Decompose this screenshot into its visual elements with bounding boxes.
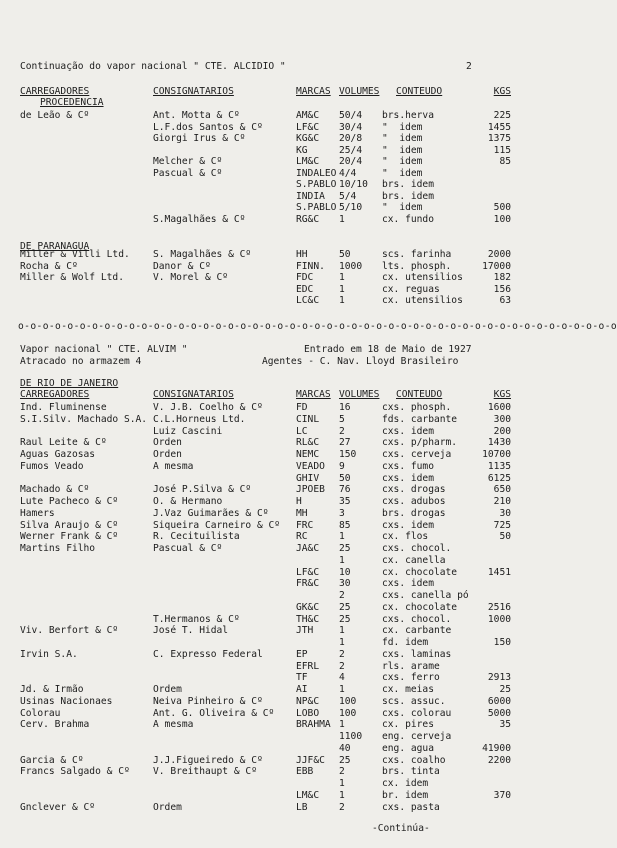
volume-cell: 100 xyxy=(339,695,357,707)
weight-cell: 1451 xyxy=(487,566,511,578)
shipper-cell: Lute Pacheco & Cº xyxy=(20,496,119,507)
mark-cell: EFRL xyxy=(296,660,320,672)
content-cell: " idem xyxy=(382,144,423,156)
content-cell: cxs. phosph. xyxy=(382,402,452,413)
mark-cell: MH xyxy=(296,507,308,519)
mark-cell: VEADO xyxy=(296,460,325,472)
consignee-cell: S. Magalhães & Cº xyxy=(153,249,252,260)
mark-cell: NP&C xyxy=(296,695,320,707)
continues-label: -Continúa- xyxy=(372,823,430,834)
consignee-cell: C. Expresso Federal xyxy=(153,648,263,660)
shipper-cell: Usinas Nacionaes xyxy=(20,695,113,707)
volume-cell: 1 xyxy=(339,272,345,283)
consignee-cell: Giorgi Irus & Cº xyxy=(153,133,246,144)
mark-cell: LF&C xyxy=(296,566,320,578)
consignee-cell: V. Breithaupt & Cº xyxy=(153,766,257,778)
volume-cell: 25 xyxy=(339,601,351,613)
table-row xyxy=(0,294,537,307)
mark-cell: EDC xyxy=(296,283,314,295)
volume-cell: 1 xyxy=(339,295,345,306)
content-cell: cxs. chocol. xyxy=(382,613,452,625)
mark-cell: NEMC xyxy=(296,449,320,460)
origin-line xyxy=(0,96,537,109)
shipper-cell: Ind. Fluminense xyxy=(20,402,107,413)
vessel-name: Vapor nacional " CTE. ALVIM " xyxy=(20,344,188,355)
volume-cell: 85 xyxy=(339,519,351,531)
separator-line xyxy=(0,320,617,333)
content-cell: rls. arame xyxy=(382,660,440,672)
weight-cell: 1135 xyxy=(487,460,511,472)
weight-cell: 182 xyxy=(493,272,511,283)
mark-cell: LC&C xyxy=(296,295,320,306)
mark-cell: AM&C xyxy=(296,110,320,121)
consignee-cell: A mesma xyxy=(153,719,194,731)
content-cell: cxs. fumo xyxy=(382,460,434,472)
volume-cell: 50/4 xyxy=(339,110,363,121)
content-cell: cxs. idem xyxy=(382,519,434,531)
col-mark-header: MARCAS xyxy=(296,389,331,400)
mark-cell: INDIA xyxy=(296,190,325,202)
content-cell: cxs. coalho xyxy=(382,754,446,766)
content-cell: " idem xyxy=(382,121,423,133)
berth-info: Atracado no armazem 4 xyxy=(20,356,142,367)
content-cell: scs. farinha xyxy=(382,249,452,260)
arrival-date: Entrado em 18 de Maio de 1927 xyxy=(304,344,472,355)
volume-cell: 20/8 xyxy=(339,133,363,144)
consignee-cell: Orden xyxy=(153,437,182,449)
vessel-info-line xyxy=(0,355,537,368)
content-cell: cxs. pasta xyxy=(382,801,440,813)
weight-cell: 210 xyxy=(493,496,511,507)
volume-cell: 1 xyxy=(339,213,345,225)
mark-cell: H xyxy=(296,496,302,507)
content-cell: cx. fundo xyxy=(382,213,434,225)
content-cell: cx. chocolate xyxy=(382,566,458,578)
shipper-cell: Raul Leite & Cº xyxy=(20,437,107,449)
content-cell: cx. carbante xyxy=(382,625,452,637)
weight-cell: 5000 xyxy=(487,707,511,719)
shipper-cell: Rocha & Cº xyxy=(20,260,78,272)
content-cell: fd. idem xyxy=(382,637,429,648)
shipper-cell: Miller & Wolf Ltd. xyxy=(20,272,124,283)
page-number: 2 xyxy=(466,61,472,72)
weight-cell: 100 xyxy=(493,213,511,225)
mark-cell: LOBO xyxy=(296,707,320,719)
volume-cell: 5 xyxy=(339,413,345,425)
volume-cell: 1 xyxy=(339,554,345,566)
content-cell: " idem xyxy=(382,167,423,179)
weight-cell: 156 xyxy=(493,283,511,295)
consignee-cell: Ordem xyxy=(153,684,182,695)
table-row xyxy=(0,213,537,226)
header-line xyxy=(0,60,537,73)
consignee-cell: O. & Hermano xyxy=(153,496,223,507)
weight-cell: 30 xyxy=(499,507,511,519)
volume-cell: 1 xyxy=(339,283,345,295)
mark-cell: FINN. xyxy=(296,260,325,272)
consignee-cell: R. Cecituilista xyxy=(153,531,240,543)
volume-cell: 3 xyxy=(339,507,345,519)
content-cell: cxs. idem xyxy=(382,425,434,437)
shipper-cell: Viv. Berfort & Cº xyxy=(20,625,119,637)
content-cell: cx. meias xyxy=(382,684,434,695)
content-cell: " idem xyxy=(382,133,423,144)
mark-cell: TH&C xyxy=(296,613,320,625)
content-cell: brs. tinta xyxy=(382,766,440,778)
volume-cell: 30/4 xyxy=(339,121,363,133)
consignee-cell: L.F.dos Santos & Cº xyxy=(153,121,263,133)
shipper-cell: Silva Araujo & Cº xyxy=(20,519,119,531)
volume-cell: 76 xyxy=(339,484,351,496)
content-cell: cx. utensilios xyxy=(382,272,463,283)
weight-cell: 115 xyxy=(493,144,511,156)
volume-cell: 50 xyxy=(339,472,351,484)
mark-cell: INDALEO xyxy=(296,167,337,179)
volume-cell: 10/10 xyxy=(339,179,368,190)
separator: o-o-o-o-o-o-o-o-o-o-o-o-o-o-o-o-o-o-o-o-o-o-o-o-o-o-o-o-o-o-o-o-o-o-o-o-o-o-o-o-o-o-o-o-o-o-o-o-o xyxy=(18,321,617,332)
shipper-cell: Hamers xyxy=(20,507,55,519)
consignee-cell: S.Magalhães & Cº xyxy=(153,213,246,225)
col-mark-header: MARCAS xyxy=(296,86,331,97)
volume-cell: 30 xyxy=(339,578,351,590)
shipper-cell: Jd. & Irmão xyxy=(20,684,84,695)
weight-cell: 17000 xyxy=(482,260,511,272)
consignee-cell: C.L.Horneus Ltd. xyxy=(153,413,246,425)
col-shipper-header: CARREGADORES xyxy=(20,389,90,400)
mark-cell: GK&C xyxy=(296,601,320,613)
content-cell: cxs. laminas xyxy=(382,648,452,660)
volume-cell: 1 xyxy=(339,625,345,637)
mark-cell: JTH xyxy=(296,625,314,637)
weight-cell: 2516 xyxy=(487,601,511,613)
content-cell: brs. idem xyxy=(382,179,434,190)
consignee-cell: V. J.B. Coelho & Cº xyxy=(153,402,263,413)
mark-cell: BRAHMA xyxy=(296,719,331,731)
volume-cell: 100 xyxy=(339,707,357,719)
mark-cell: EP xyxy=(296,648,308,660)
weight-cell: 2913 xyxy=(487,672,511,684)
content-cell: cxs. idem xyxy=(382,472,434,484)
shipper-cell: Machado & Cº xyxy=(20,484,90,496)
mark-cell: RL&C xyxy=(296,437,320,449)
weight-cell: 1375 xyxy=(487,133,511,144)
shipper-cell: Cerv. Brahma xyxy=(20,719,90,731)
consignee-cell: J.J.Figueiredo & Cº xyxy=(153,754,263,766)
volume-cell: 10 xyxy=(339,566,351,578)
page-title: Continuação do vapor nacional " CTE. ALCIDIO " xyxy=(20,61,286,72)
content-cell: " idem xyxy=(382,202,423,213)
mark-cell: FD xyxy=(296,402,308,413)
volume-cell: 2 xyxy=(339,660,345,672)
weight-cell: 200 xyxy=(493,425,511,437)
volume-cell: 150 xyxy=(339,449,357,460)
weight-cell: 50 xyxy=(499,531,511,543)
content-cell: cxs. cerveja xyxy=(382,449,452,460)
consignee-cell: A mesma xyxy=(153,460,194,472)
volume-cell: 25 xyxy=(339,754,351,766)
content-cell: cxs. idem xyxy=(382,578,434,590)
volume-cell: 2 xyxy=(339,766,345,778)
weight-cell: 2200 xyxy=(487,754,511,766)
weight-cell: 85 xyxy=(499,156,511,167)
mark-cell: EBB xyxy=(296,766,314,778)
volume-cell: 1 xyxy=(339,789,345,801)
mark-cell: LB xyxy=(296,801,308,813)
column-headers xyxy=(0,388,537,401)
mark-cell: CINL xyxy=(296,413,320,425)
mark-cell: LF&C xyxy=(296,121,320,133)
weight-cell: 25 xyxy=(499,684,511,695)
shipper-cell: Fumos Veado xyxy=(20,460,84,472)
shipper-cell: Werner Frank & Cº xyxy=(20,531,119,543)
weight-cell: 1600 xyxy=(487,402,511,413)
content-cell: cx. chocolate xyxy=(382,601,458,613)
content-cell: scs. assuc. xyxy=(382,695,446,707)
mark-cell: RC xyxy=(296,531,308,543)
weight-cell: 41900 xyxy=(482,742,511,754)
shipper-cell: Martins Filho xyxy=(20,543,96,554)
shipper-cell: Irvin S.A. xyxy=(20,648,78,660)
volume-cell: 1 xyxy=(339,719,345,731)
volume-cell: 25/4 xyxy=(339,144,363,156)
content-cell: cx. pires xyxy=(382,719,434,731)
weight-cell: 6125 xyxy=(487,472,511,484)
shipper-cell: S.I.Silv. Machado S.A. xyxy=(20,413,148,425)
volume-cell: 1 xyxy=(339,778,345,789)
origin-label: DE RIO DE JANEIRO xyxy=(20,378,119,389)
consignee-cell: Siqueira Carneiro & Cº xyxy=(153,519,281,531)
consignee-cell: Danor & Cº xyxy=(153,260,211,272)
mark-cell: KG xyxy=(296,144,308,156)
content-cell: brs. drogas xyxy=(382,507,446,519)
weight-cell: 725 xyxy=(493,519,511,531)
volume-cell: 1 xyxy=(339,637,345,648)
mark-cell: GHIV xyxy=(296,472,320,484)
mark-cell: JJF&C xyxy=(296,754,325,766)
weight-cell: 150 xyxy=(493,637,511,648)
content-cell: cxs. canella pó xyxy=(382,590,469,601)
col-kgs-header: KGS xyxy=(493,389,511,400)
weight-cell: 1000 xyxy=(487,613,511,625)
weight-cell: 35 xyxy=(499,719,511,731)
consignee-cell: Ordem xyxy=(153,801,182,813)
mark-cell: JPOEB xyxy=(296,484,325,496)
col-consignee-header: CONSIGNATARIOS xyxy=(153,86,234,97)
content-cell: cxs. ferro xyxy=(382,672,440,684)
agents-info: Agentes - C. Nav. Lloyd Brasileiro xyxy=(262,356,459,367)
content-cell: lts. phosph. xyxy=(382,260,452,272)
content-cell: br. idem xyxy=(382,789,429,801)
weight-cell: 63 xyxy=(499,295,511,306)
consignee-cell: Pascual & Cº xyxy=(153,167,223,179)
content-cell: eng. agua xyxy=(382,742,434,754)
mark-cell: FR&C xyxy=(296,578,320,590)
volume-cell: 1100 xyxy=(339,731,363,742)
table-row xyxy=(0,801,537,814)
consignee-cell: Melcher & Cº xyxy=(153,156,223,167)
weight-cell: 10700 xyxy=(482,449,511,460)
weight-cell: 1430 xyxy=(487,437,511,449)
content-cell: fds. carbante xyxy=(382,413,458,425)
consignee-cell: José P.Silva & Cº xyxy=(153,484,252,496)
mark-cell: FDC xyxy=(296,272,314,283)
weight-cell: 370 xyxy=(493,789,511,801)
col-consignee-header: CONSIGNATARIOS xyxy=(153,389,234,400)
consignee-cell: Luiz Cascini xyxy=(153,425,223,437)
mark-cell: S.PABLO xyxy=(296,202,337,213)
weight-cell: 1455 xyxy=(487,121,511,133)
col-content-header: CONTEUDO xyxy=(396,86,443,97)
mark-cell: LC xyxy=(296,425,308,437)
content-cell: cxs. adubos xyxy=(382,496,446,507)
col-content-header: CONTEUDO xyxy=(396,389,443,400)
content-cell: cx. flos xyxy=(382,531,429,543)
shipper-cell: Garcia & Cº xyxy=(20,754,84,766)
volume-cell: 2 xyxy=(339,425,345,437)
volume-cell: 1 xyxy=(339,531,345,543)
origin-label: PROCEDENCIA xyxy=(40,97,104,108)
mark-cell: JA&C xyxy=(296,543,320,554)
consignee-cell: Pascual & Cº xyxy=(153,543,223,554)
footer-line xyxy=(0,822,537,835)
mark-cell: HH xyxy=(296,249,308,260)
volume-cell: 27 xyxy=(339,437,351,449)
consignee-cell: Orden xyxy=(153,449,182,460)
content-cell: brs. idem xyxy=(382,190,434,202)
shipper-cell: Gnclever & Cº xyxy=(20,801,96,813)
content-cell: cx. reguas xyxy=(382,283,440,295)
content-cell: cx. canella xyxy=(382,554,446,566)
volume-cell: 2 xyxy=(339,648,345,660)
shipper-cell: Colorau xyxy=(20,707,61,719)
content-cell: cxs. chocol. xyxy=(382,543,452,554)
content-cell: cx. utensilios xyxy=(382,295,463,306)
consignee-cell: José T. Hidal xyxy=(153,625,229,637)
col-volume-header: VOLUMES xyxy=(339,86,380,97)
mark-cell: AI xyxy=(296,684,308,695)
volume-cell: 16 xyxy=(339,402,351,413)
volume-cell: 35 xyxy=(339,496,351,507)
content-cell: cxs. colorau xyxy=(382,707,452,719)
consignee-cell: T.Hermanos & Cº xyxy=(153,613,240,625)
mark-cell: LM&C xyxy=(296,156,320,167)
volume-cell: 5/10 xyxy=(339,202,363,213)
volume-cell: 2 xyxy=(339,590,345,601)
weight-cell: 6000 xyxy=(487,695,511,707)
content-cell: brs.herva xyxy=(382,110,434,121)
volume-cell: 1000 xyxy=(339,260,363,272)
mark-cell: RG&C xyxy=(296,213,320,225)
volume-cell: 20/4 xyxy=(339,156,363,167)
shipper-cell: Miller & Villi Ltd. xyxy=(20,249,130,260)
content-cell: eng. cerveja xyxy=(382,731,452,742)
volume-cell: 25 xyxy=(339,613,351,625)
content-cell: cx. idem xyxy=(382,778,429,789)
volume-cell: 9 xyxy=(339,460,345,472)
col-volume-header: VOLUMES xyxy=(339,389,380,400)
weight-cell: 500 xyxy=(493,202,511,213)
volume-cell: 1 xyxy=(339,684,345,695)
volume-cell: 5/4 xyxy=(339,190,357,202)
volume-cell: 2 xyxy=(339,801,345,813)
weight-cell: 225 xyxy=(493,110,511,121)
mark-cell: KG&C xyxy=(296,133,320,144)
shipper-cell: Francs Salgado & Cº xyxy=(20,766,130,778)
mark-cell: S.PABLO xyxy=(296,179,337,190)
mark-cell: TF xyxy=(296,672,308,684)
weight-cell: 2000 xyxy=(487,249,511,260)
weight-cell: 650 xyxy=(493,484,511,496)
mark-cell: LM&C xyxy=(296,789,320,801)
weight-cell: 300 xyxy=(493,413,511,425)
shipper-cell: Aguas Gazosas xyxy=(20,449,96,460)
consignee-cell: J.Vaz Guimarães & Cº xyxy=(153,507,269,519)
origin-label: DE PARANAGUA xyxy=(20,241,90,252)
volume-cell: 40 xyxy=(339,742,351,754)
mark-cell: FRC xyxy=(296,519,314,531)
volume-cell: 50 xyxy=(339,249,351,260)
consignee-cell: V. Morel & Cº xyxy=(153,272,229,283)
consignee-cell: Neiva Pinheiro & Cº xyxy=(153,695,263,707)
content-cell: cxs. p/pharm. xyxy=(382,437,458,449)
volume-cell: 4 xyxy=(339,672,345,684)
content-cell: cxs. drogas xyxy=(382,484,446,496)
volume-cell: 25 xyxy=(339,543,351,554)
content-cell: " idem xyxy=(382,156,423,167)
consignee-cell: Ant. G. Oliveira & Cº xyxy=(153,707,275,719)
col-shipper-header: CARREGADORES xyxy=(20,86,90,97)
col-kgs-header: KGS xyxy=(493,86,511,97)
shipper-cell: de Leão & Cº xyxy=(20,110,90,121)
volume-cell: 4/4 xyxy=(339,167,357,179)
consignee-cell: Ant. Motta & Cº xyxy=(153,110,240,121)
